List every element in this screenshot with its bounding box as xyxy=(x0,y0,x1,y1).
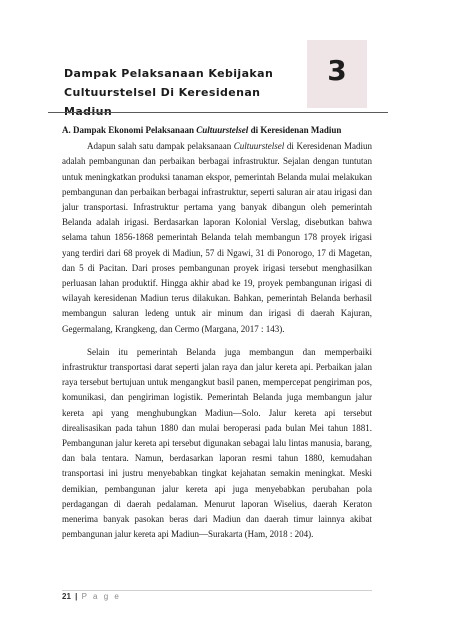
chapter-header xyxy=(0,0,452,118)
chapter-title-line-1: Dampak Pelaksanaan Kebijakan xyxy=(64,67,274,80)
section-heading-italic: Cultuurstelsel xyxy=(196,125,249,135)
page-footer xyxy=(62,592,121,601)
chapter-number: 3 xyxy=(327,54,347,87)
chapter-title-line-2: Cultuurstelsel Di Keresidenan Madiun xyxy=(64,86,261,118)
chapter-number-box xyxy=(307,40,367,108)
page-word: P a g e xyxy=(81,592,121,601)
paragraph-1 xyxy=(62,139,372,337)
footer-divider xyxy=(62,590,372,591)
header-divider xyxy=(48,112,388,113)
section-heading xyxy=(62,123,372,138)
footer-separator: | xyxy=(75,592,78,601)
section-heading-suffix: di Keresidenan Madiun xyxy=(248,125,342,135)
paragraph-2: Selain itu pemerintah Belanda juga membangun dan memperbaiki infrastruktur transportasi darat seperti jalan raya dan jalur kereta api. Perbaikan jalan raya tersebut bertujuan untuk mengangkut basil panen, mempercepat pengiriman pos, komunikasi, dan pengiriman logistik. Pemerintah Belanda juga membangun jalur kereta api yang menghubungkan Madiun—Solo. Jalur kereta api tersebut direalisasikan pada tahun 1880 dan mulai beroperasi pada bulan Mei tahun 1881. Pembangunan jalur kereta api tersebut digunakan sebagai lalu lintas manusia, barang, dan bala tentara. Namun, berdasarkan laporan resmi tahun 1880, kemudahan transportasi ini justru menyebabkan tingkat kejahatan semakin meningkat. Meski demikian, pembangunan jalur kereta api juga menyebabkan perubahan pola perdagangan di daerah pedalaman. Menurut laporan Wiselius, daerah Keraton menerima banyak pasokan beras dari Madiun dan daerah timur lainnya akibat pembangunan jalur kereta api Madiun—Surakarta (Ham, 2018 : 204). xyxy=(62,346,372,540)
paragraph-1-start: Adapun salah satu dampak pelaksanaan xyxy=(87,141,234,152)
paragraph-1-rest: di Keresidenan Madiun adalah pembangunan dan perbaikan berbagai infrastruktur. Sejalan dengan tuntutan untuk meningkatkan produksi tanaman ekspor, pemerintah Belanda mulai melakukan pembangunan dan perbaikan berbagai infrastruktur, seperti saluran air atau irigasi dan jalur transportasi. Infrastruktur pertama yang banyak dibangun oleh pemerintah Belanda adalah irigasi. Berdasarkan laporan Kolonial Verslag, disebutkan bahwa selama tahun 1856-1868 pemerintah Belanda telah membangun 178 proyek irigasi yang terdiri dari 68 proyek di Madiun, 57 di Ngawi, 31 di Ponorogo, 17 di Magetan, dan 5 di Pacitan. Dari proses pembangunan proyek irigasi tersebut menghasilkan perluasan lahan produktif. Hingga akhir abad ke 19, proyek pembangunan irigasi di wilayah keresidenan Madiun terus dilakukan. Bahkan, pemerintah Belanda berhasil membangun saluran ledeng untuk air minum dan irigasi di daerah Kajuran, Gegermalang, Krangkeng, dan Cermo (Margana, 2017 : 143). xyxy=(62,141,372,334)
page-body xyxy=(62,123,372,542)
paragraph-1-italic: Cultuurstelsel xyxy=(233,141,285,152)
page-number: 21 xyxy=(62,592,71,601)
section-heading-prefix: A. Dampak Ekonomi Pelaksanaan xyxy=(62,125,197,135)
